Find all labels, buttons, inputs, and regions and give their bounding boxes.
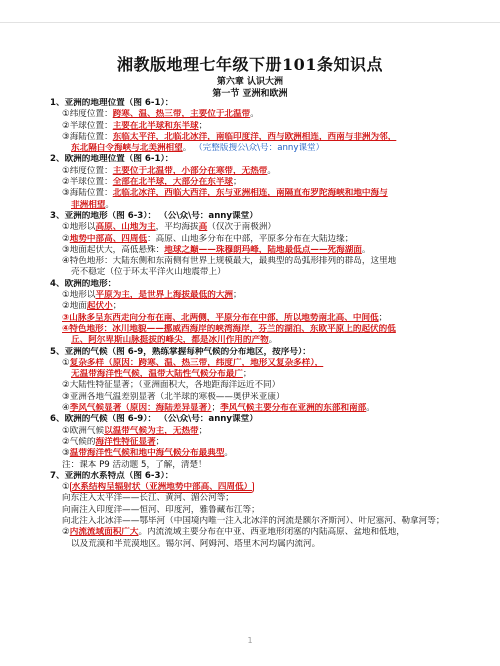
text-line — [50, 493, 470, 504]
line-text: 亚洲 — [64, 470, 82, 481]
line-text: 欧洲 — [64, 278, 82, 289]
line-text: ②地面 — [62, 301, 87, 312]
line-text: ； — [233, 290, 242, 301]
line-text: 。 — [268, 335, 278, 346]
text-line — [50, 98, 470, 109]
line-text: 6、 — [50, 414, 65, 425]
text-line — [50, 527, 470, 538]
line-text: 。 — [105, 199, 114, 210]
section-heading: 第一节 亚洲和欧洲 — [212, 89, 288, 99]
line-text: ； — [155, 436, 165, 447]
text-line — [50, 313, 470, 324]
highlighted-text: 高原、山地为主 — [95, 222, 156, 233]
line-text: ； — [211, 403, 221, 414]
text-line — [50, 222, 470, 233]
line-text: ②半球位置： — [62, 120, 113, 131]
page-number: 1 — [247, 636, 253, 645]
text-line — [50, 505, 470, 516]
line-text: 注：课本 P9 活动题 5，了解，清楚！ — [62, 459, 207, 470]
text-line — [50, 234, 470, 245]
highlighted-text: 东临太平洋，北临北冰洋，南临印度洋，西与欧洲相连，西南与非洲为邻， — [112, 131, 397, 142]
text-line — [50, 279, 470, 290]
line-text: ②半球位置： — [62, 177, 113, 188]
line-text: ④特色地形：大陆东侧和东南侧有世界上规模最大，最典型的岛弧形排列的群岛，这里地 — [62, 256, 397, 267]
text-line — [50, 324, 470, 335]
text-line — [50, 437, 470, 448]
highlighted-text: 水系结构呈辐射状（亚洲地势中部高、四周低） — [71, 482, 253, 493]
line-text: 5、 — [50, 346, 65, 357]
highlighted-text: 非洲相望 — [71, 199, 106, 210]
text-line — [50, 403, 470, 414]
line-text: 7、 — [50, 470, 65, 481]
line-text: ② — [62, 233, 70, 244]
line-text: ③地面起伏大，高低悬殊： — [62, 244, 165, 255]
text-line — [50, 177, 470, 188]
highlighted-text: 平原为主，是世界上海拔最低的大洲 — [95, 290, 234, 301]
line-text: ； — [242, 369, 252, 380]
line-text: ②气候的 — [62, 436, 96, 447]
highlighted-text: 海洋性特征显著 — [95, 436, 156, 447]
highlighted-text: 内流流域面积广大 — [69, 527, 139, 538]
line-text: ①纬度位置： — [62, 165, 113, 176]
line-text: ② — [62, 527, 70, 538]
highlighted-text: （原因：跨寒、温、热三带，纬度广，地形又复杂多样）， — [104, 357, 324, 368]
text-line — [50, 154, 470, 165]
line-text: ③ — [62, 448, 70, 459]
line-text: 亚洲 — [64, 210, 82, 221]
line-text: 。 — [267, 165, 276, 176]
line-text: 的气候（图 6-9）： （公\众\号：anny课堂） — [81, 414, 258, 425]
line-text: 1、 — [50, 98, 65, 108]
text-line — [50, 245, 470, 256]
line-text: ③海陆位置： — [62, 131, 113, 142]
text-line — [50, 290, 470, 301]
line-text: 向南注入印度洋——恒河、印度河，雅鲁藏布江等； — [62, 504, 260, 515]
text-line — [50, 335, 470, 346]
line-text: 亚洲 — [64, 98, 82, 108]
line-text: （仅次于南极洲） — [207, 222, 277, 233]
highlighted-text: 北临北冰洋，西临大西洋，东与亚洲相连，南隔直布罗陀海峡和地中海与 — [112, 188, 388, 199]
line-text: 。 — [366, 403, 375, 414]
line-text: 4、 — [50, 278, 65, 289]
text-line — [50, 109, 470, 120]
text-line — [50, 426, 470, 437]
line-text: 2、 — [50, 154, 65, 165]
line-text: ③亚洲各地气温差别显著（北半球的寒极——奥伊米亚康） — [62, 391, 285, 402]
line-text: ①欧洲气候 — [62, 425, 105, 436]
highlighted-text: 无温带海洋性气候，温带大陆性气候分布最广 — [71, 369, 243, 380]
document-body — [50, 98, 470, 550]
line-text: 向东注入太平洋——长江、黄河、湄公河等； — [62, 493, 234, 504]
text-line — [50, 516, 470, 527]
line-text: ； — [198, 425, 208, 436]
highlighted-text: 主要位于北温带，小部分在寒带，无热带 — [112, 165, 268, 176]
line-text: 的地形： — [81, 278, 117, 289]
line-text: ①地形以 — [62, 290, 96, 301]
text-line — [50, 121, 470, 132]
text-line — [50, 301, 470, 312]
line-text: 的水系特点（图 6-3）： — [81, 470, 174, 481]
text-line — [50, 143, 470, 154]
line-text: 的地理位置（图 6-1）： — [81, 154, 174, 165]
line-text: 欧洲 — [64, 154, 82, 165]
text-line — [50, 166, 470, 177]
line-text: 3、 — [50, 210, 65, 221]
text-line — [50, 482, 470, 493]
top-divider — [0, 22, 500, 23]
text-line — [50, 539, 470, 550]
highlighted-text: ④特色地形：冰川地貌——挪威西海岸的峡湾海岸，芬兰的湖泊、东欧平原上的起伏的低 — [62, 323, 396, 334]
highlighted-text: 主要在北半球和东半球 — [112, 120, 199, 131]
highlighted-text: 跨寒、温、热三带，主要位于北温带 — [112, 109, 251, 120]
line-text: ① — [62, 357, 70, 368]
highlighted-text: 起伏小 — [86, 301, 113, 312]
highlighted-text: 季风气候显著（原因：海陆差异显著） — [69, 403, 212, 414]
line-text: 。 — [182, 143, 195, 154]
text-line — [50, 471, 470, 482]
line-text: 亚洲 — [64, 346, 82, 357]
line-text: ； — [198, 120, 208, 131]
highlighted-text: 以温带气候为主，无热带 — [104, 425, 199, 436]
chapter-heading: 第六章 认识大洲 — [216, 77, 284, 87]
line-text: ③海陆位置： — [62, 188, 113, 199]
line-text: 向北注入北冰洋——鄂毕河（中国境内唯一注入北冰洋的河流是额尔齐斯河）、叶尼塞河、勒拿河等； — [62, 515, 445, 526]
line-text: ； — [378, 312, 388, 323]
line-text: ①地形以 — [62, 222, 96, 233]
source-note: （完整版搜公\众\号：anny课堂） — [194, 143, 325, 154]
text-line — [50, 460, 470, 471]
highlighted-text: 地球之巅——珠穆朗玛峰，陆地最低点——死海湖面 — [164, 244, 362, 255]
line-text: ； — [233, 177, 242, 188]
line-text: ； — [112, 301, 122, 312]
line-text: 的地理位置（图 6-1）： — [81, 98, 174, 108]
highlighted-text: 丘、阿尔卑斯山脉挺拔的峰尖，都是冰川作用的产物 — [71, 335, 269, 346]
line-text: ，平均海拔 — [155, 222, 199, 233]
highlighted-text: 全部在北半球，大部分在东半球 — [112, 177, 234, 188]
line-text: 。 — [361, 244, 371, 255]
text-line — [50, 448, 470, 459]
text-line — [50, 380, 470, 391]
text-line — [50, 369, 470, 380]
line-text: 的地形（图 6-3）： （公\众\号：anny课堂） — [81, 210, 258, 221]
text-line — [50, 211, 470, 222]
highlighted-text: 高 — [198, 222, 208, 233]
text-line — [50, 392, 470, 403]
line-text: 以及荒漠和半荒漠地区。锡尔河、阿姆河、塔里木河均属内流河。 — [71, 538, 321, 549]
text-line — [50, 267, 470, 278]
text-line — [50, 200, 470, 211]
highlighted-text: 地势中部高、四周低 — [69, 233, 148, 244]
text-line — [50, 347, 470, 358]
highlighted-text: 季风气候主要分布在亚洲的东部和南部 — [220, 403, 367, 414]
text-line — [50, 188, 470, 199]
line-text: ：高原、山地多分布在中部，平原多分布在大陆边缘； — [147, 233, 354, 244]
line-text: ②大陆性特征显著；（亚洲面积大，各地距海洋远近不同） — [62, 380, 281, 391]
line-text: 。内流流域主要分布在中亚、西亚地形闭塞的内陆高原、盆地和低地， — [138, 527, 405, 538]
text-line — [50, 358, 470, 369]
line-text: ①纬度位置： — [62, 109, 113, 120]
line-text: 壳不稳定（位于环太平洋火山地震带上） — [71, 267, 226, 278]
line-text: ④ — [62, 403, 70, 414]
line-text: 。 — [250, 109, 259, 120]
text-line — [50, 414, 470, 425]
text-line — [50, 256, 470, 267]
line-text: 欧洲 — [64, 414, 82, 425]
text-line — [50, 132, 470, 143]
highlighted-text: ③山脉多呈东西走向分布在南、北两侧，平原分布在中部，所以地势南北高、中间低 — [62, 312, 379, 323]
highlighted-text: 东北隔白令海峡与北美洲相望 — [71, 143, 183, 154]
line-text: ① — [62, 482, 70, 493]
line-text: 。 — [224, 448, 234, 459]
highlighted-text: 复杂多样 — [69, 357, 105, 368]
highlighted-text: 温带海洋性气候和地中海气候分布最典型 — [69, 448, 225, 459]
line-text: 的气候（图 6-9，熟练掌握每种气候的分布地区，按序号）： — [81, 346, 311, 357]
document-title: 湘教版地理七年级下册101条知识点 — [117, 55, 383, 74]
